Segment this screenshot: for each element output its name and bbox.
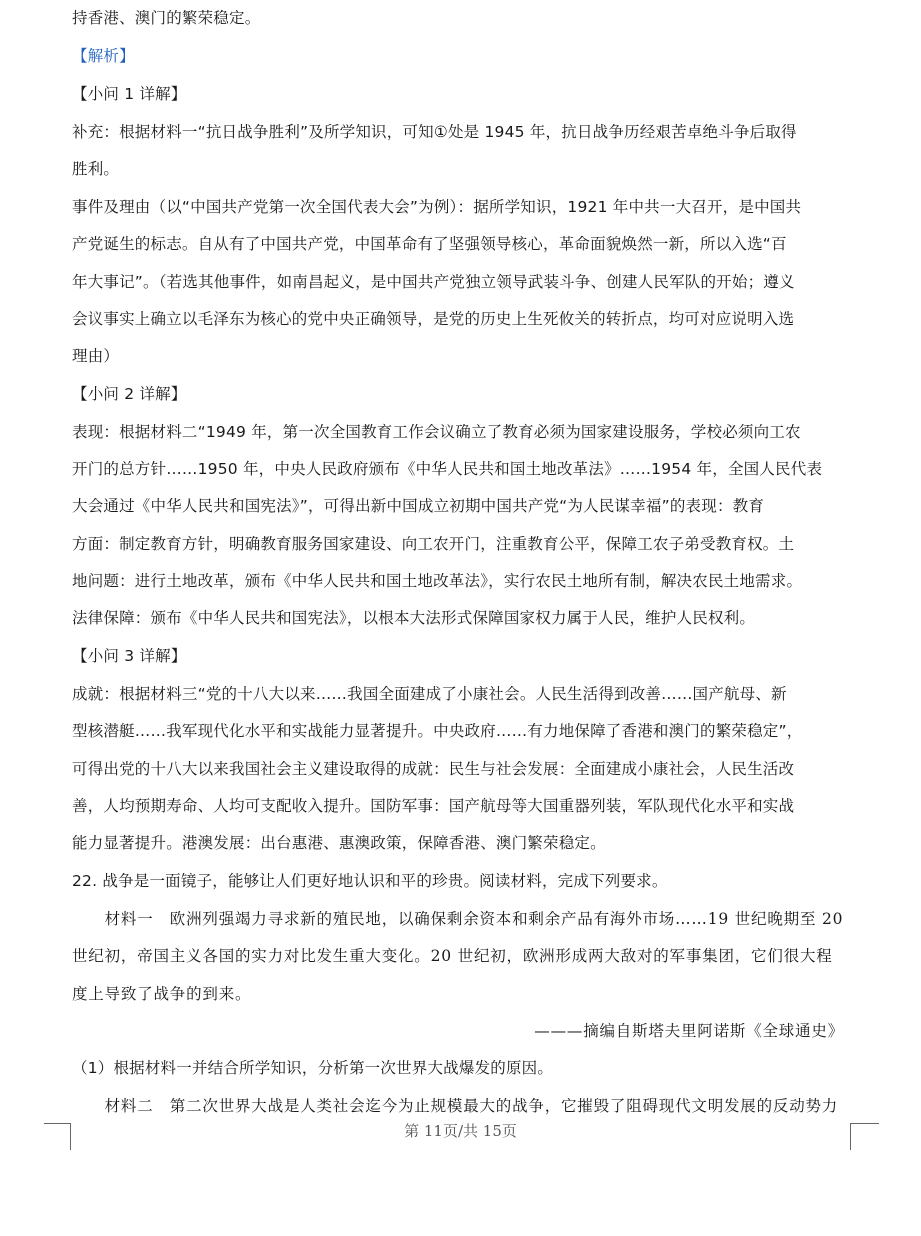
text-line: 【小问 3 详解】 (72, 647, 187, 665)
text-line: 方面：制定教育方针，明确教育服务国家建设、向工农开门，注重教育公平，保障工农子弟受教育权。土 (72, 535, 795, 553)
text-line: 会议事实上确立以毛泽东为核心的党中央正确领导，是党的历史上生死攸关的转折点，均可对应说明入选 (72, 310, 795, 328)
page-footer: 第 11页/共 15页 (404, 1122, 517, 1140)
text-line: 能力显著提升。港澳发展：出台惠港、惠澳政策，保障香港、澳门繁荣稳定。 (72, 834, 606, 852)
text-line: 持香港、澳门的繁荣稳定。 (72, 9, 261, 27)
text-line: 可得出党的十八大以来我国社会主义建设取得的成就：民生与社会发展：全面建成小康社会，人民生活改 (72, 760, 795, 778)
text-line: （1）根据材料一并结合所学知识，分析第一次世界大战爆发的原因。 (72, 1059, 554, 1077)
text-line: 产党诞生的标志。自从有了中国共产党，中国革命有了坚强领导核心，革命面貌焕然一新，所以入选“百 (72, 235, 787, 253)
text-line: 开门的总方针……1950 年，中央人民政府颁布《中华人民共和国土地改革法》……1954 年，全国人民代表 (72, 460, 823, 478)
text-line: 22. 战争是一面镜子，能够让人们更好地认识和平的珍贵。阅读材料，完成下列要求。 (72, 872, 668, 890)
text-line: 地问题：进行土地改革，颁布《中华人民共和国土地改革法》，实行农民土地所有制，解决农民土地需求。 (72, 572, 803, 590)
text-line: 年大事记”。（若选其他事件，如南昌起义，是中国共产党独立领导武装斗争、创建人民军队的开始；遵义 (72, 273, 795, 291)
text-line: 成就：根据材料三“党的十八大以来……我国全面建成了小康社会。人民生活得到改善……国产航母、新 (72, 685, 787, 703)
text-line: 大会通过《中华人民共和国宪法》”，可得出新中国成立初期中国共产党“为人民谋幸福”的表现：教育 (72, 497, 765, 515)
text-line: ———摘编自斯塔夫里阿诺斯《全球通史》 (534, 1022, 844, 1040)
text-line: 补充：根据材料一“抗日战争胜利”及所学知识，可知①处是 1945 年，抗日战争历经艰苦卓绝斗争后取得 (72, 123, 797, 141)
text-line: 善，人均预期寿命、人均可支配收入提升。国防军事：国产航母等大国重器列装，军队现代化水平和实战 (72, 797, 795, 815)
text-line: 【小问 2 详解】 (72, 385, 187, 403)
text-line: 材料二 第二次世界大战是人类社会迄今为止规模最大的战争，它摧毁了阻碍现代文明发展的反动势力 (72, 1097, 839, 1115)
text-line: 表现：根据材料二“1949 年，第一次全国教育工作会议确立了教育必须为国家建设服务，学校必须向工农 (72, 423, 801, 441)
text-line: 法律保障：颁布《中华人民共和国宪法》，以根本大法形式保障国家权力属于人民，维护人民权利。 (72, 609, 756, 627)
text-line: 度上导致了战争的到来。 (72, 985, 252, 1003)
text-line: 事件及理由（以“中国共产党第一次全国代表大会”为例）：据所学知识，1921 年中共一大召开，是中国共 (72, 198, 802, 216)
text-line: 材料一 欧洲列强竭力寻求新的殖民地，以确保剩余资本和剩余产品有海外市场……19 世纪晚期至 20 (72, 910, 844, 928)
text-line: 【小问 1 详解】 (72, 85, 187, 103)
text-line: 型核潜艇……我军现代化水平和实战能力显著提升。中央政府……有力地保障了香港和澳门的繁荣稳定”， (72, 722, 803, 740)
text-line: 世纪初，帝国主义各国的实力对比发生重大变化。20 世纪初，欧洲形成两大敌对的军事集团，它们很大程 (72, 947, 833, 965)
text-line: 理由） (72, 347, 120, 365)
text-line: 胜利。 (72, 160, 120, 178)
text-line: 【解析】 (72, 47, 135, 65)
